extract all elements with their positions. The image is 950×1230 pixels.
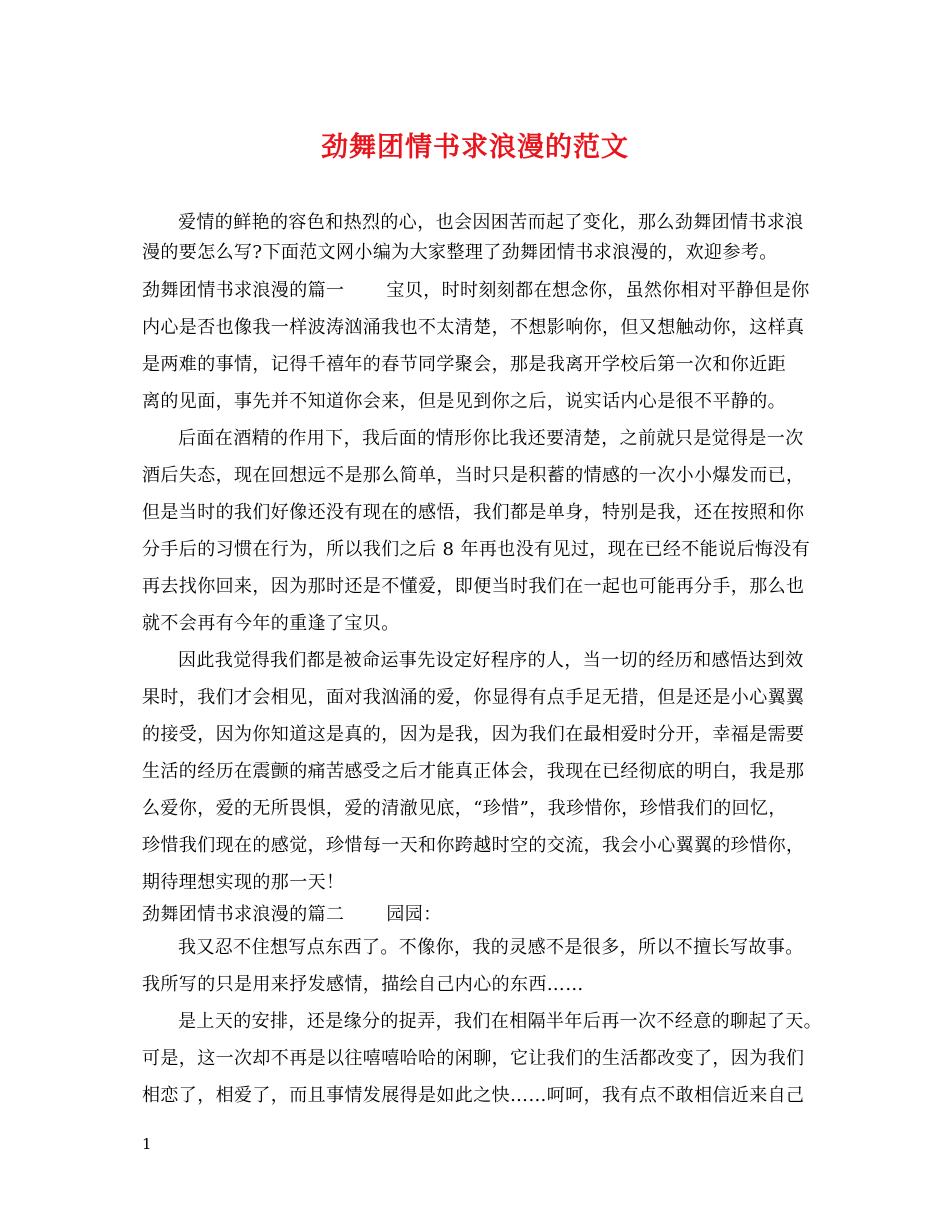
paragraph-line: 可是，这一次却不再是以往嘻嘻哈哈的闲聊，它让我们的生活都改变了，因为我们 [142,1048,805,1069]
paragraph-line: 的接受，因为你知道这是真的，因为是我，因为我们在最相爱时分开，幸福是需要 [142,724,805,745]
paragraph-line: 相恋了，相爱了，而且事情发展得是如此之快……呵呵，我有点不敢相信近来自己 [142,1085,805,1106]
paragraph-line: 再去找你回来，因为那时还是不懂爱，即便当时我们在一起也可能再分手，那么也 [142,576,805,597]
paragraph-line: 生活的经历在震颤的痛苦感受之后才能真正体会，我现在已经彻底的明白，我是那 [142,761,805,782]
paragraph-text: 园园： [386,904,442,925]
paragraph-line: 果时，我们才会相见，面对我汹涌的爱，你显得有点手足无措，但是还是小心翼翼 [142,687,805,708]
document-title: 劲舞团情书求浪漫的范文 [321,132,629,163]
paragraph-line: 离的见面，事先并不知道你会来，但是见到你之后，说实话内心是很不平静的。 [142,391,786,412]
paragraph-line: 我所写的只是用来抒发感情，描绘自己内心的东西…… [142,974,584,995]
paragraph-line: 爱情的鲜艳的容色和热烈的心，也会因困苦而起了变化，那么劲舞团情书求浪 [178,212,804,233]
paragraph-line: 是上天的安排，还是缘分的捉弄，我们在相隔半年后再一次不经意的聊起了天。 [178,1011,822,1032]
paragraph-line: 就不会再有今年的重逢了宝贝。 [142,613,400,634]
paragraph-line: 珍惜我们现在的感觉，珍惜每一天和你跨越时空的交流，我会小心翼翼的珍惜你， [142,835,805,856]
paragraph-line: 但是当时的我们好像还没有现在的感悟，我们都是单身，特别是我，还在按照和你 [142,502,805,523]
paragraph-line: 漫的要怎么写?下面范文网小编为大家整理了劲舞团情书求浪漫的，欢迎参考。 [142,242,778,263]
section-heading-line [142,276,810,306]
paragraph-line: 酒后失态，现在回想远不是那么简单，当时只是积蓄的情感的一次小小爆发而已， [142,465,805,486]
paragraph-line: 内心是否也像我一样波涛汹涌我也不太清楚，不想影响你，但又想触动你，这样真 [142,317,805,338]
section-heading-1: 劲舞团情书求浪漫的篇一 [142,280,345,301]
paragraph-line: 我又忍不住想写点东西了。不像你，我的灵感不是很多，所以不擅长写故事。 [178,937,804,958]
paragraph-line: 后面在酒精的作用下，我后面的情形你比我还要清楚，之前就只是觉得是一次 [178,428,804,449]
paragraph-text: 宝贝，时时刻刻都在想念你，虽然你相对平静但是你 [386,280,810,301]
paragraph-line: 么爱你，爱的无所畏惧，爱的清澈见底，“珍惜”，我珍惜你，珍惜我们的回忆， [142,798,787,819]
paragraph-line: 分手后的习惯在行为，所以我们之后 8 年再也没有见过，现在已经不能说后悔没有 [142,539,811,560]
paragraph-line: 因此我觉得我们都是被命运事先设定好程序的人，当一切的经历和感悟达到效 [178,650,804,671]
paragraph-line: 是两难的事情，记得千禧年的春节同学聚会，那是我离开学校后第一次和你近距 [142,354,786,375]
page-number: 1 [142,1135,152,1153]
section-heading-line [142,900,442,930]
paragraph-line: 期待理想实现的那一天！ [142,872,345,893]
section-heading-2: 劲舞团情书求浪漫的篇二 [142,904,345,925]
